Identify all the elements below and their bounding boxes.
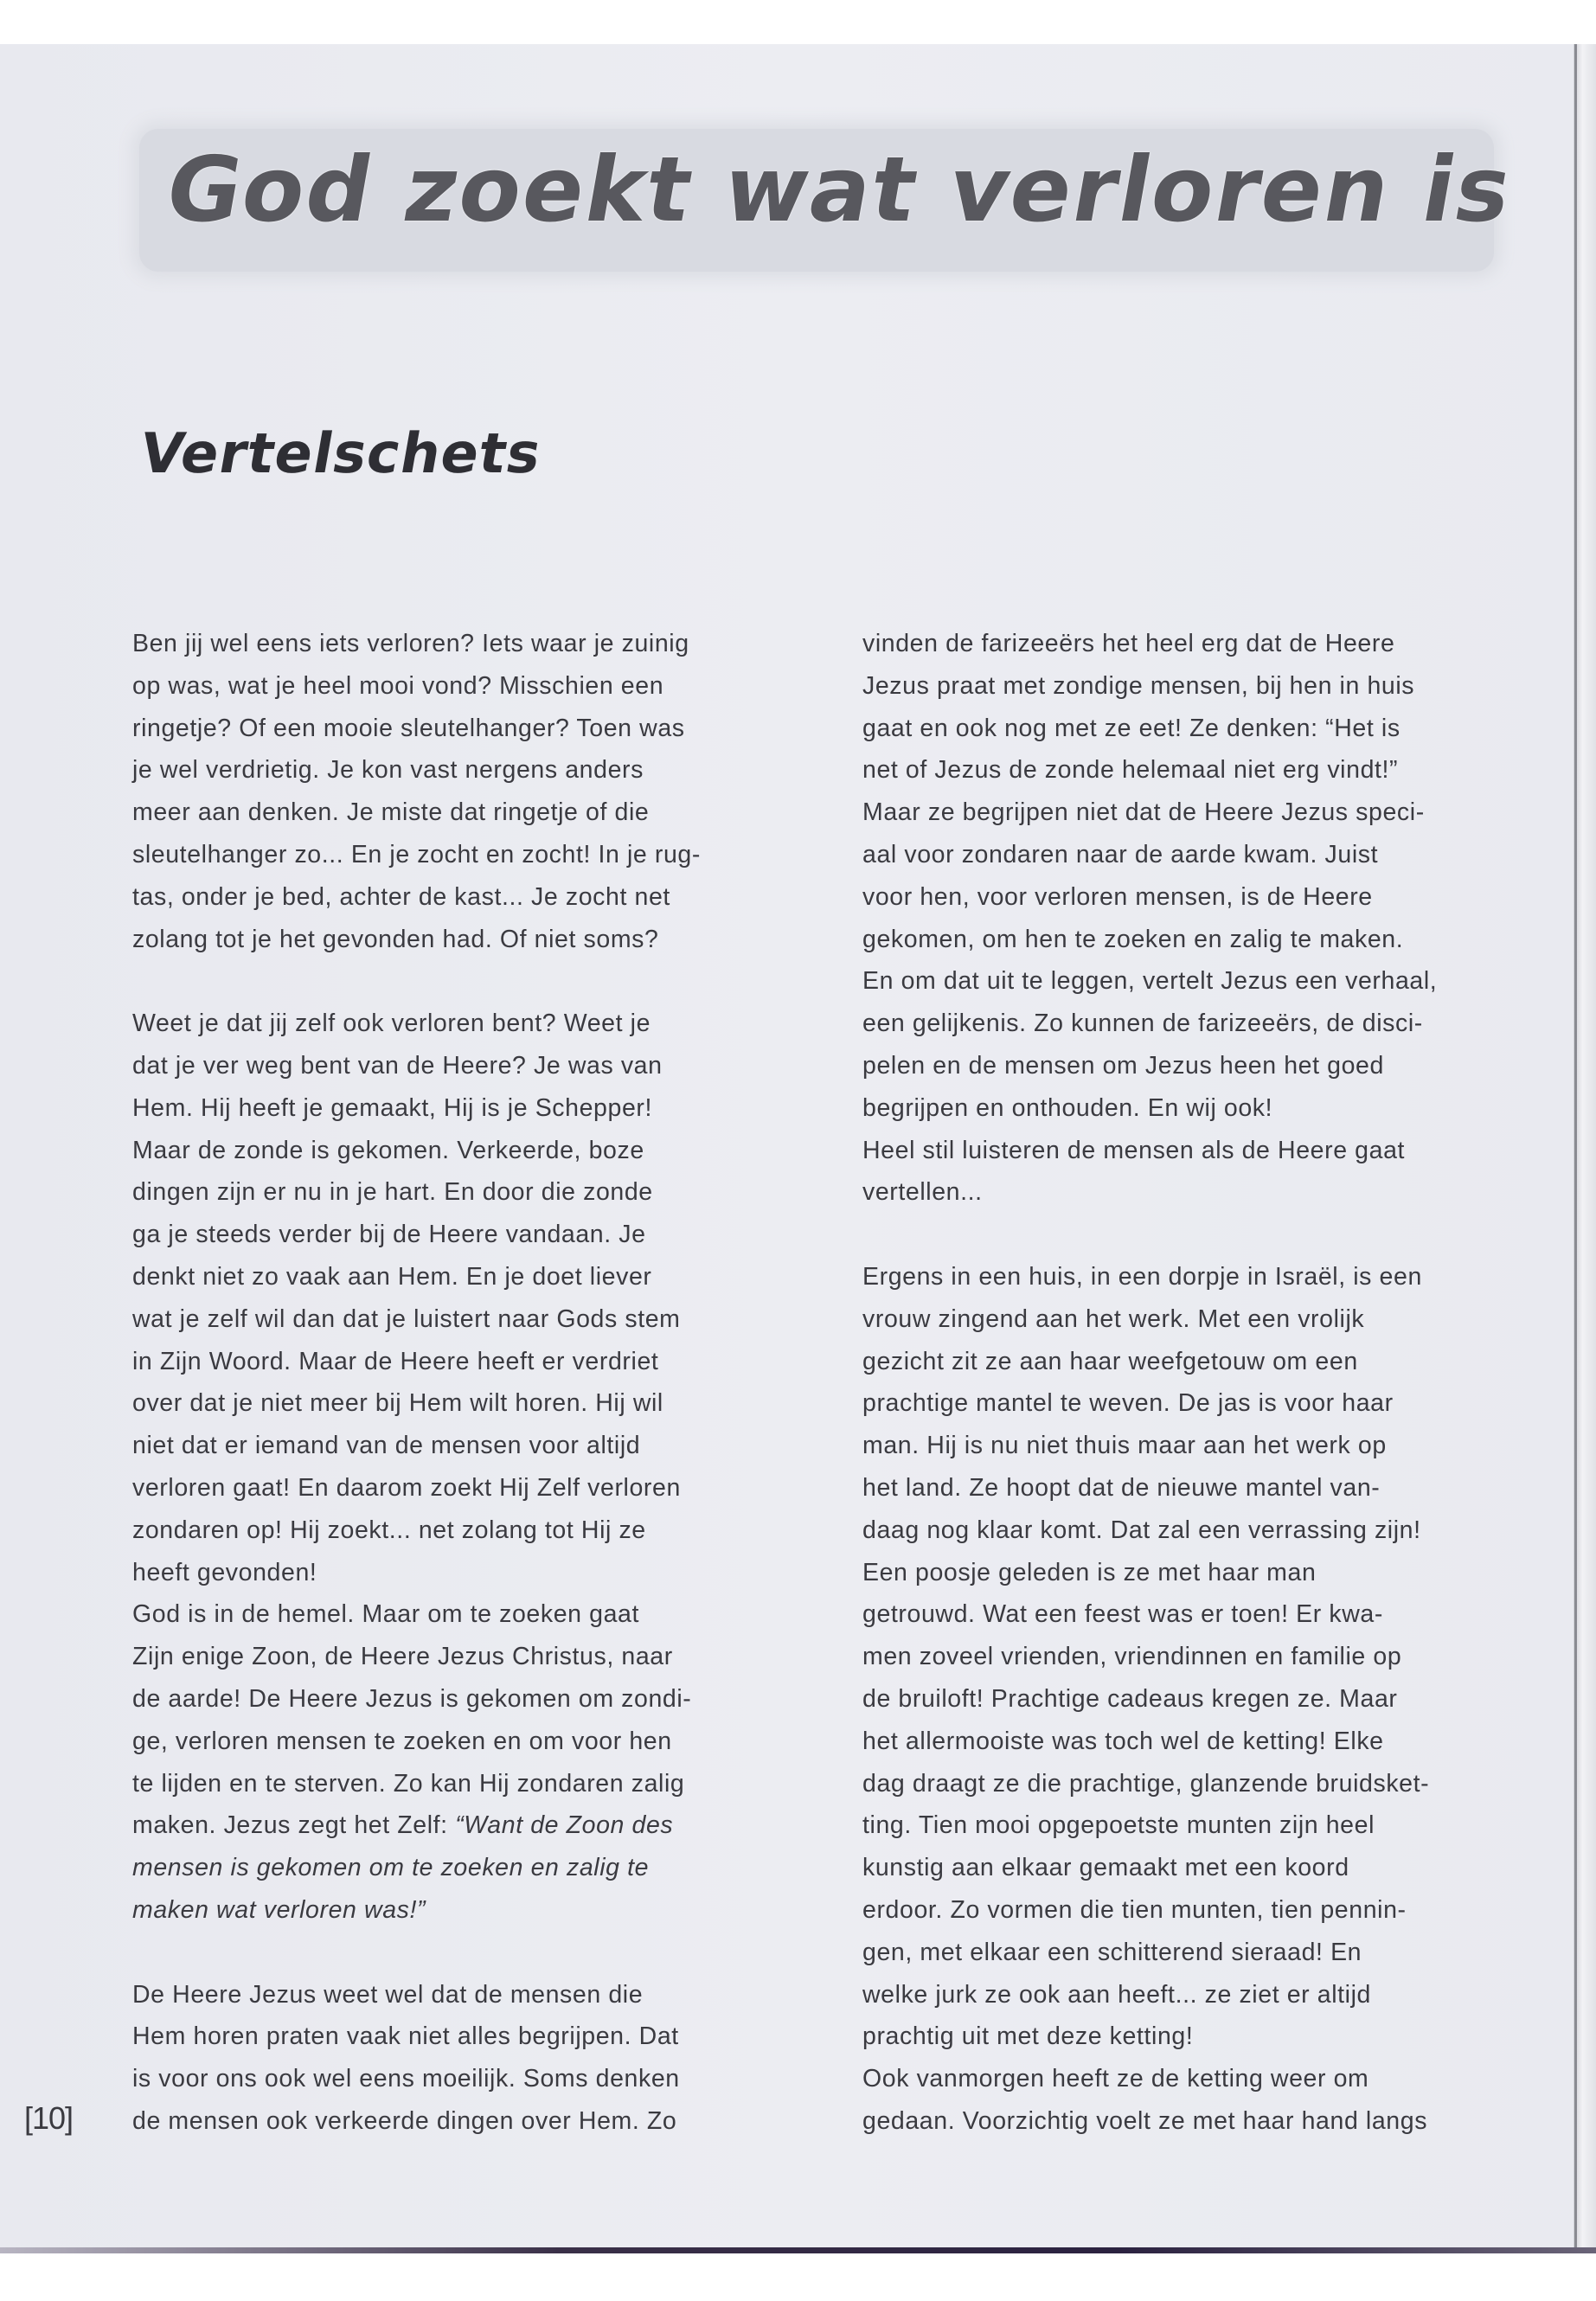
text-line: vinden de farizeeërs het heel erg dat de Heere <box>862 630 1395 657</box>
paragraph <box>132 1003 790 1932</box>
page-fold-line <box>1574 44 1577 2252</box>
text-line <box>132 1889 790 1932</box>
text-line: zondaren op! Hij zoekt... net zolang tot Hij ze <box>132 1516 646 1544</box>
text-line: ga je steeds verder bij de Heere vandaan. Je <box>132 1221 646 1249</box>
paragraph-gap <box>862 1214 1520 1256</box>
text-line: ringetje? Of een mooie sleutelhanger? Toen was <box>132 714 685 742</box>
text-line <box>132 1804 790 1847</box>
text-line: dag draagt ze die prachtige, glanzende bruidsket- <box>862 1769 1430 1798</box>
text-line: zolang tot je het gevonden had. Of niet soms? <box>132 925 659 953</box>
page-bottom-edge <box>0 2247 1596 2253</box>
text-line: dat je ver weg bent van de Heere? Je was van <box>132 1051 663 1080</box>
text-line: Hem horen praten vaak niet alles begrijpen. Dat <box>132 2022 679 2051</box>
text-line: getrouwd. Wat een feest was er toen! Er kwa- <box>862 1600 1383 1629</box>
text-line: gaat en ook nog met ze eet! Ze denken: “Het is <box>862 714 1401 742</box>
text-line: de bruiloft! Prachtige cadeaus kregen ze. Maar <box>862 1684 1398 1713</box>
text-line: Hem. Hij heeft je gemaakt, Hij is je Schepper! <box>132 1093 653 1122</box>
text-segment: maken. Jezus zegt het Zelf: <box>132 1811 456 1840</box>
paragraph <box>862 623 1520 1214</box>
text-line: op was, wat je heel mooi vond? Misschien een <box>132 671 664 700</box>
text-line: Een poosje geleden is ze met haar man <box>862 1558 1317 1586</box>
text-line: vrouw zingend aan het werk. Met een vrolijk <box>862 1304 1365 1333</box>
text-line: niet dat er iemand van de mensen voor altijd <box>132 1432 641 1460</box>
section-heading: Vertelschets <box>135 422 547 486</box>
text-column-left <box>132 623 790 2143</box>
text-line: dingen zijn er nu in je hart. En door die zonde <box>132 1178 653 1207</box>
text-line: aal voor zondaren naar de aarde kwam. Juist <box>862 840 1379 868</box>
text-line: gezicht zit ze aan haar weefgetouw om een <box>862 1347 1358 1375</box>
text-line: je wel verdrietig. Je kon vast nergens anders <box>132 756 644 785</box>
text-line: gekomen, om hen te zoeken en zalig te maken. <box>862 925 1404 953</box>
paragraph <box>132 1974 790 2143</box>
quote-italic: “Want de Zoon des <box>455 1811 674 1840</box>
page-title: God zoekt wat verloren is <box>158 137 1522 242</box>
text-line: prachtig uit met deze ketting! <box>862 2022 1194 2051</box>
text-column-right <box>862 623 1520 2143</box>
quote-italic: mensen is gekomen om te zoeken en zalig te <box>132 1854 650 1882</box>
text-line: heeft gevonden! <box>132 1558 317 1586</box>
text-line <box>132 1847 790 1889</box>
text-line: Ook vanmorgen heeft ze de ketting weer om <box>862 2065 1369 2093</box>
text-line: vertellen... <box>862 1178 983 1207</box>
text-line: over dat je niet meer bij Hem wilt horen. Hij wil <box>132 1389 663 1418</box>
text-line: ting. Tien mooi opgepoetste munten zijn heel <box>862 1811 1375 1840</box>
text-line: daag nog klaar komt. Dat zal een verrassing zijn! <box>862 1516 1421 1544</box>
text-line: ge, verloren mensen te zoeken en om voor hen <box>132 1727 672 1755</box>
text-line: in Zijn Woord. Maar de Heere heeft er verdriet <box>132 1347 659 1375</box>
text-line: Maar de zonde is gekomen. Verkeerde, boze <box>132 1136 644 1164</box>
text-line: prachtige mantel te weven. De jas is voor haar <box>862 1389 1394 1418</box>
text-line: Jezus praat met zondige mensen, bij hen in huis <box>862 671 1415 700</box>
text-line: God is in de hemel. Maar om te zoeken gaat <box>132 1600 640 1629</box>
text-line: En om dat uit te leggen, vertelt Jezus een verhaal, <box>862 967 1438 996</box>
paragraph-gap <box>132 960 790 1003</box>
text-line: welke jurk ze ook aan heeft... ze ziet er altijd <box>862 1980 1372 2009</box>
text-line: men zoveel vrienden, vriendinnen en familie op <box>862 1643 1402 1671</box>
text-line: Ergens in een huis, in een dorpje in Israël, is een <box>862 1262 1422 1291</box>
paragraph-gap <box>132 1932 790 1974</box>
text-line: te lijden en te sterven. Zo kan Hij zondaren zalig <box>132 1769 685 1798</box>
text-line: denkt niet zo vaak aan Hem. En je doet liever <box>132 1262 652 1291</box>
text-line: wat je zelf wil dan dat je luistert naar Gods stem <box>132 1304 681 1333</box>
text-line: erdoor. Zo vormen die tien munten, tien pennin- <box>862 1895 1407 1924</box>
text-line: is voor ons ook wel eens moeilijk. Soms denken <box>132 2065 680 2093</box>
text-line: het land. Ze hoopt dat de nieuwe mantel van- <box>862 1473 1381 1502</box>
text-line: voor hen, voor verloren mensen, is de Heere <box>862 882 1373 911</box>
text-line: Ben jij wel eens iets verloren? Iets waar je zuinig <box>132 630 689 657</box>
text-line: de mensen ook verkeerde dingen over Hem. Zo <box>132 2106 677 2135</box>
text-line: de aarde! De Heere Jezus is gekomen om zondi- <box>132 1684 692 1713</box>
text-line: pelen en de mensen om Jezus heen het goed <box>862 1051 1384 1080</box>
text-line: De Heere Jezus weet wel dat de mensen die <box>132 1980 644 2009</box>
text-line: een gelijkenis. Zo kunnen de farizeeërs, de disci- <box>862 1009 1423 1038</box>
text-line: net of Jezus de zonde helemaal niet erg vindt!” <box>862 756 1399 785</box>
text-line: begrijpen en onthouden. En wij ook! <box>862 1093 1273 1122</box>
text-line: gedaan. Voorzichtig voelt ze met haar hand langs <box>862 2106 1428 2135</box>
text-line: tas, onder je bed, achter de kast... Je zocht net <box>132 882 670 911</box>
text-line: gen, met elkaar een schitterend sieraad! En <box>862 1938 1362 1966</box>
paragraph <box>862 1256 1520 2143</box>
text-line: Zijn enige Zoon, de Heere Jezus Christus, naar <box>132 1643 673 1671</box>
text-line: Maar ze begrijpen niet dat de Heere Jezus speci- <box>862 798 1425 827</box>
text-line: kunstig aan elkaar gemaakt met een koord <box>862 1854 1349 1882</box>
text-line: man. Hij is nu niet thuis maar aan het werk op <box>862 1432 1387 1460</box>
paragraph <box>132 623 790 960</box>
text-line: het allermooiste was toch wel de ketting! Elke <box>862 1727 1384 1755</box>
text-line: Weet je dat jij zelf ook verloren bent? Weet je <box>132 1009 651 1038</box>
text-line: meer aan denken. Je miste dat ringetje of die <box>132 798 650 827</box>
text-line: verloren gaat! En daarom zoekt Hij Zelf verloren <box>132 1473 681 1502</box>
quote-italic: maken wat verloren was!” <box>132 1895 426 1924</box>
text-line: sleutelhanger zo... En je zocht en zocht! In je rug- <box>132 840 701 868</box>
text-line: Heel stil luisteren de mensen als de Heere gaat <box>862 1136 1406 1164</box>
page-number: [10] <box>24 2100 74 2136</box>
